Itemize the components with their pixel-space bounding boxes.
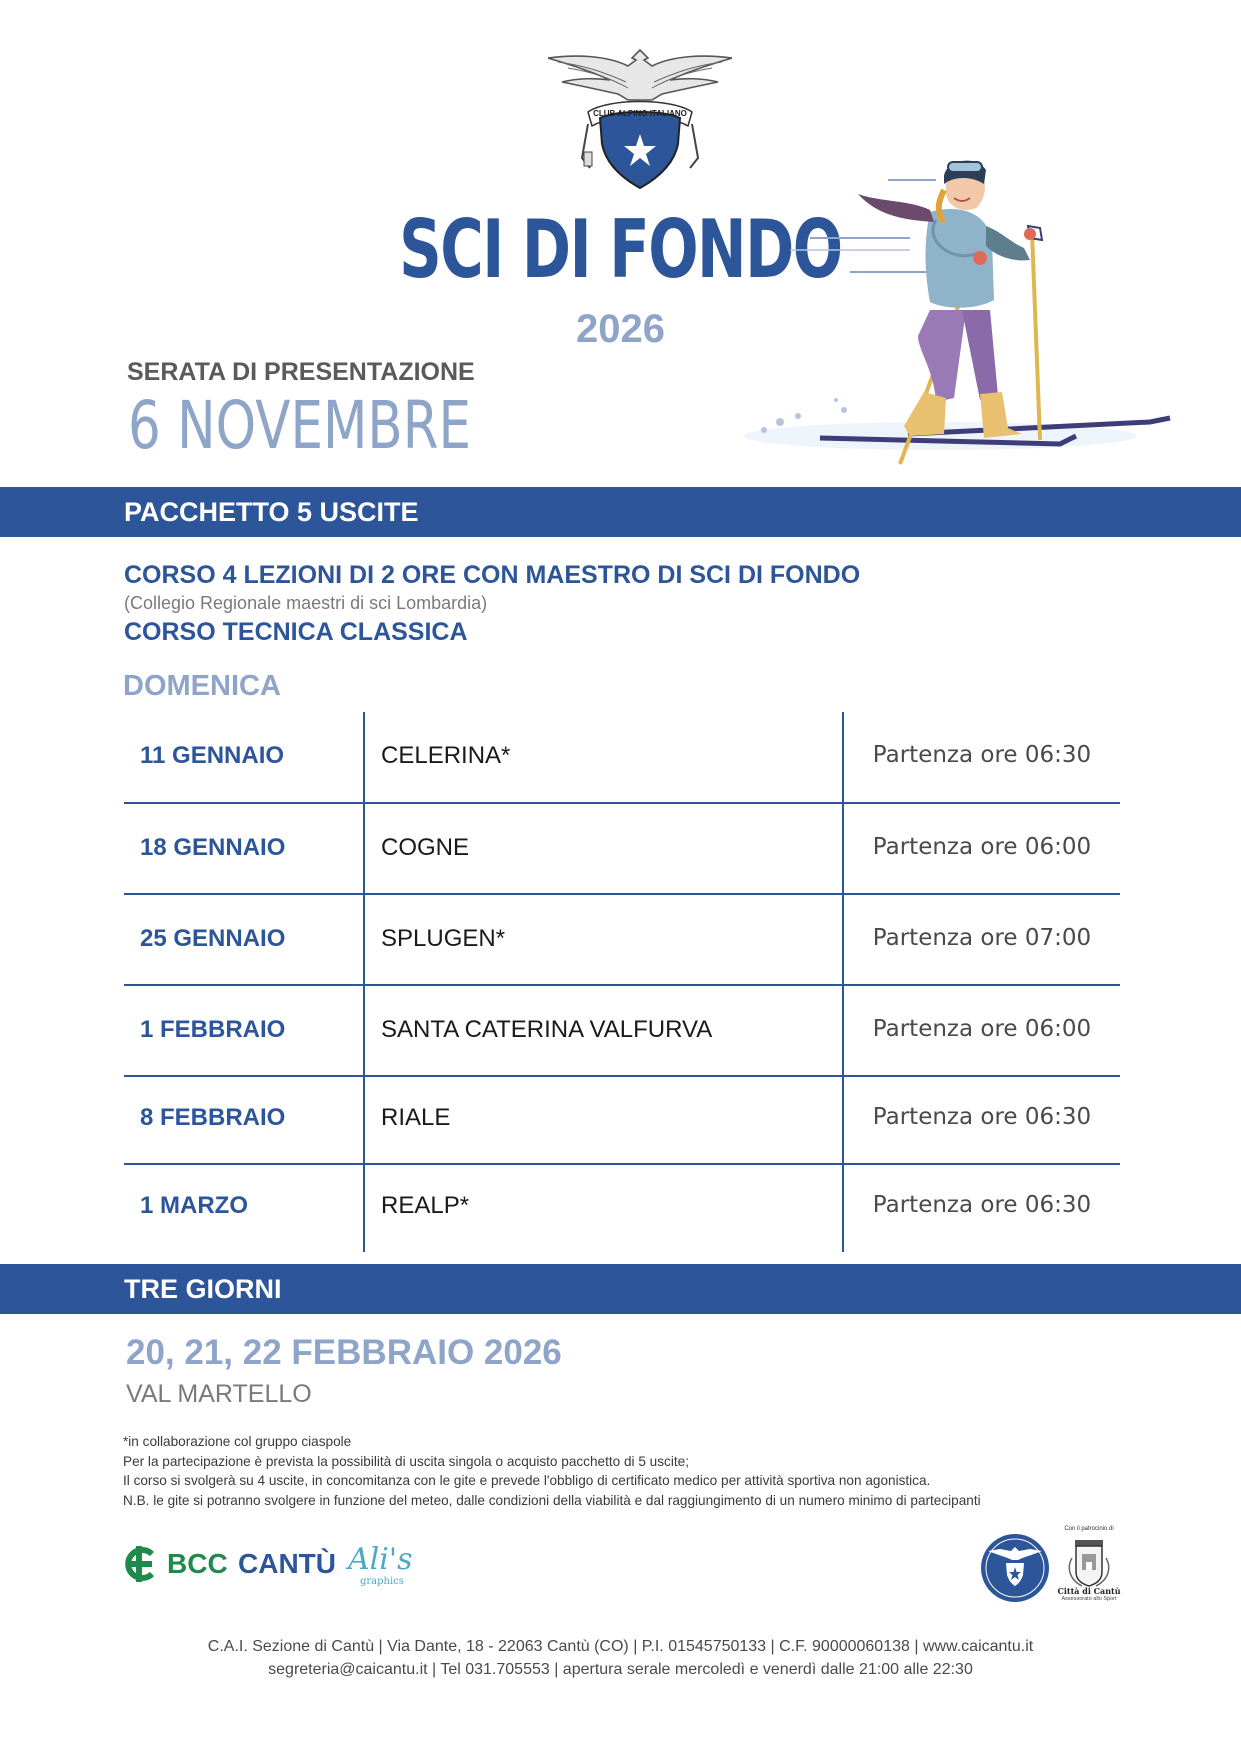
presentation-date: 6 NOVEMBRE (128, 387, 472, 464)
row-place: SANTA CATERINA VALFURVA (381, 1016, 713, 1043)
patronage-label: Con il patrocinio di (1064, 1526, 1114, 1532)
bcc-mark-icon (122, 1544, 162, 1584)
three-days-place: VAL MARTELLO (126, 1380, 312, 1408)
row-place: SPLUGEN* (381, 925, 506, 952)
table-column-divider (363, 712, 365, 1252)
footer-contact: segreteria@caicantu.it | Tel 031.705553 | apertura serale mercoledì e venerdì dalle 21:00 alle 22:30 (268, 1661, 973, 1678)
three-days-band (0, 1264, 1241, 1314)
package-band-label: PACCHETTO 5 USCITE (124, 497, 419, 527)
technique-line: CORSO TECNICA CLASSICA (124, 618, 468, 646)
row-place: COGNE (381, 834, 470, 861)
note-line: Il corso si svolgerà su 4 uscite, in concomitanza con le gite e prevede l'obbligo di certificato medico per attività sportiva non agonistica. (123, 1473, 931, 1488)
bcc-text: BCC (167, 1548, 228, 1579)
row-place: CELERINA* (381, 742, 511, 769)
row-date: 1 MARZO (140, 1192, 248, 1219)
cai-cantu-seal (980, 1533, 1050, 1603)
day-label: DOMENICA (123, 670, 281, 702)
note-line: *in collaborazione col gruppo ciaspole (123, 1434, 352, 1449)
alis-sub: graphics (360, 1576, 404, 1587)
note-line: Per la partecipazione è prevista la possibilità di uscita singola o acquisto pacchetto di 5 uscite; (123, 1453, 689, 1469)
table-row-divider (124, 1163, 1120, 1165)
row-time: Partenza ore 06:00 (872, 1016, 1092, 1042)
row-place: REALP* (381, 1192, 470, 1219)
row-time: Partenza ore 06:30 (872, 742, 1092, 768)
alis-logo: Ali's (348, 1542, 413, 1577)
row-date: 25 GENNAIO (140, 925, 286, 952)
row-place: RIALE (381, 1104, 451, 1131)
row-time: Partenza ore 06:30 (872, 1192, 1092, 1218)
table-row-divider (124, 984, 1120, 986)
row-time: Partenza ore 07:00 (872, 925, 1092, 951)
title-text: SCI DI FONDO (399, 203, 842, 296)
notes (123, 1432, 1123, 1510)
footer-address: C.A.I. Sezione di Cantù | Via Dante, 18 - 22063 Cantù (CO) | P.I. 01545750133 | C.F. 90000060138 | www.caicantu.it (207, 1638, 1034, 1655)
row-time: Partenza ore 06:30 (872, 1104, 1092, 1130)
cantu-text: CANTÙ (238, 1548, 336, 1579)
table-row-divider (124, 802, 1120, 804)
cai-logo (548, 48, 732, 198)
three-days-dates: 20, 21, 22 FEBBRAIO 2026 (126, 1333, 562, 1372)
presentation-label: SERATA DI PRESENTAZIONE (127, 358, 475, 386)
city-name: Città di Cantù (1057, 1586, 1121, 1596)
table-row-divider (124, 1075, 1120, 1077)
note-line: N.B. le gite si potranno svolgere in funzione del meteo, dalle condizioni della viabilità e dal raggiungimento di un numero minimo di partecipanti (123, 1492, 981, 1508)
three-days-band-label: TRE GIORNI (124, 1274, 282, 1304)
year: 2026 (576, 307, 665, 351)
row-date: 8 FEBBRAIO (140, 1104, 286, 1131)
row-date: 1 FEBBRAIO (140, 1016, 286, 1043)
city-sub: Assessorato allo Sport (1061, 1596, 1117, 1602)
course-line: CORSO 4 LEZIONI DI 2 ORE CON MAESTRO DI SCI DI FONDO (124, 561, 861, 589)
club-ring-text: CLUB ALPINO ITALIANO (593, 109, 687, 118)
row-date: 11 GENNAIO (140, 742, 285, 769)
table-column-divider (842, 712, 844, 1252)
row-date: 18 GENNAIO (140, 834, 286, 861)
course-note: (Collegio Regionale maestri di sci Lombardia) (124, 593, 488, 613)
table-row-divider (124, 893, 1120, 895)
skier-illustration (740, 150, 1180, 470)
schedule-table (124, 712, 1120, 1252)
row-time: Partenza ore 06:00 (872, 834, 1092, 860)
package-band (0, 487, 1241, 537)
